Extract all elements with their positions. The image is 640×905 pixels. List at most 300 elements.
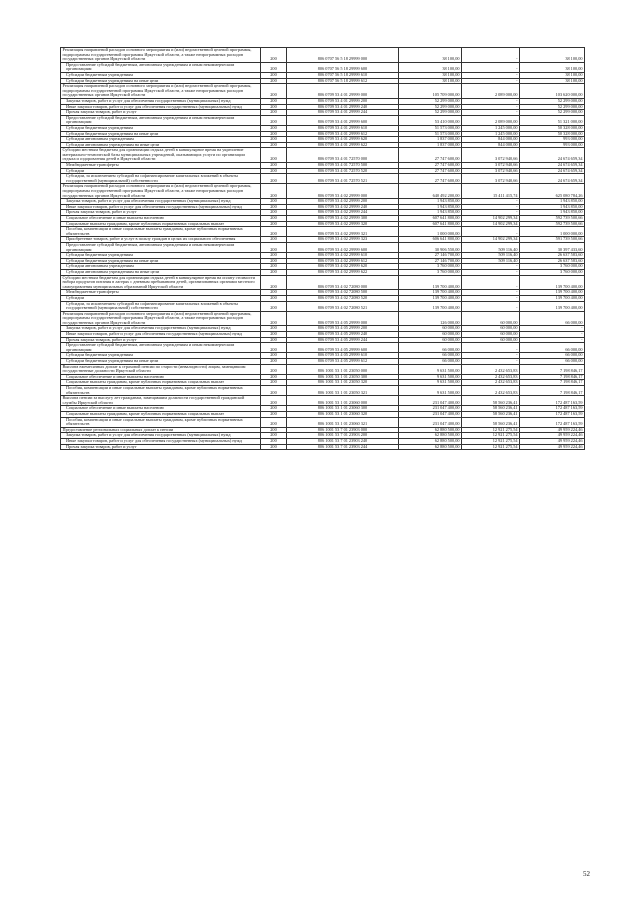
row-remaining-amount: 24 674 659,34: [520, 174, 585, 184]
row-budget-code: 806 1001 53 1 01 23050 321: [287, 386, 399, 396]
row-executed-amount: -: [462, 199, 520, 205]
row-line-code: 200: [261, 295, 287, 301]
row-remaining-amount: 103 620 000,00: [520, 84, 585, 99]
row-line-code: 200: [261, 78, 287, 84]
row-remaining-amount: 38 100,00: [520, 62, 585, 72]
row-name: Субсидии: [61, 168, 261, 174]
row-budget-code: 806 0709 53 4 02 72080 500: [287, 290, 399, 296]
row-executed-amount: 509 116,40: [462, 242, 520, 252]
row-budget-code: 806 1001 53 7 01 23903 000: [287, 427, 399, 433]
row-line-code: 200: [261, 221, 287, 227]
row-remaining-amount: 172 487 163,59: [520, 406, 585, 412]
row-approved-amount: 3 760 000,00: [399, 264, 462, 270]
row-line-code: 200: [261, 326, 287, 332]
row-executed-amount: -: [462, 62, 520, 72]
table-row: [61, 115, 585, 125]
row-approved-amount: 1 943 850,00: [399, 199, 462, 205]
table-row: [61, 148, 585, 163]
row-line-code: 200: [261, 98, 287, 104]
row-executed-amount: 12 921 275,54: [462, 444, 520, 450]
row-remaining-amount: 38 100,00: [520, 48, 585, 63]
row-line-code: 200: [261, 148, 287, 163]
row-remaining-amount: 51 321 000,00: [520, 115, 585, 125]
row-line-code: 200: [261, 62, 287, 72]
row-remaining-amount: 591 739 500,66: [520, 237, 585, 243]
row-approved-amount: 62 880 500,00: [399, 444, 462, 450]
row-approved-amount: 1 943 850,00: [399, 204, 462, 210]
row-name: Субсидии бюджетным учреждениям: [61, 253, 261, 259]
row-remaining-amount: 172 487 163,59: [520, 396, 585, 406]
row-executed-amount: 509 116,40: [462, 258, 520, 264]
row-name: Субсидии автономным учреждениям на иные цели: [61, 269, 261, 275]
row-approved-amount: 607 641 800,00: [399, 221, 462, 227]
row-approved-amount: 62 880 500,00: [399, 433, 462, 439]
row-line-code: 200: [261, 258, 287, 264]
row-name: Предоставление региональных социальных доплат к пенсии: [61, 427, 261, 433]
table-row: [61, 427, 585, 433]
row-name: Субсидии автономным учреждениям: [61, 137, 261, 143]
row-remaining-amount: 7 198 846,17: [520, 374, 585, 380]
table-row: [61, 438, 585, 444]
row-approved-amount: 66 000,00: [399, 343, 462, 353]
row-line-code: 200: [261, 337, 287, 343]
row-line-code: 200: [261, 104, 287, 110]
row-line-code: 200: [261, 163, 287, 169]
row-line-code: 200: [261, 301, 287, 311]
row-name: Приобретение товаров, работ и услуг в пользу граждан в целях их социального обеспечения: [61, 237, 261, 243]
row-line-code: 200: [261, 110, 287, 116]
row-executed-amount: 3 072 940,66: [462, 174, 520, 184]
row-approved-amount: 139 700 400,00: [399, 301, 462, 311]
row-budget-code: 806 1001 53 1 01 23060 320: [287, 411, 399, 417]
row-budget-code: 806 0707 56 5 18 29999 000: [287, 48, 399, 63]
table-row: [61, 142, 585, 148]
table-row: [61, 227, 585, 237]
table-row: [61, 444, 585, 450]
row-line-code: 200: [261, 84, 287, 99]
budget-execution-table: [60, 47, 585, 450]
row-name: Субсидии бюджетным учреждениям на иные цели: [61, 131, 261, 137]
row-budget-code: 806 0709 53 4 01 29999 000: [287, 84, 399, 99]
row-approved-amount: 607 641 800,00: [399, 216, 462, 222]
row-name: Реализация направлений расходов основного мероприятия и (или) ведомственной целевой программы, подпрограммы государственной программы Иркутской области, а также непрограммных расходов государственных органов Иркутской области: [61, 311, 261, 326]
row-approved-amount: 60 000,00: [399, 326, 462, 332]
row-remaining-amount: 49 959 224,46: [520, 438, 585, 444]
row-budget-code: 806 0709 53 4 05 29999 610: [287, 353, 399, 359]
row-approved-amount: 640 492 200,00: [399, 184, 462, 199]
row-name: Субсидии бюджетным учреждениям на иные цели: [61, 258, 261, 264]
row-approved-amount: 1 837 000,00: [399, 137, 462, 143]
row-line-code: 200: [261, 125, 287, 131]
row-approved-amount: 66 000,00: [399, 353, 462, 359]
row-approved-amount: 27 747 600,00: [399, 163, 462, 169]
row-budget-code: 806 0709 53 4 02 29999 610: [287, 253, 399, 259]
row-name: Предоставление субсидий бюджетным, автономным учреждениям и иным некоммерческим организациям: [61, 115, 261, 125]
table-row: [61, 221, 585, 227]
row-approved-amount: 52 299 000,00: [399, 98, 462, 104]
row-executed-amount: 844 000,00: [462, 142, 520, 148]
row-remaining-amount: 3 760 000,00: [520, 269, 585, 275]
row-name: Субсидии бюджетным учреждениям: [61, 125, 261, 131]
row-budget-code: 806 0709 53 4 02 29999 600: [287, 242, 399, 252]
row-executed-amount: 14 902 299,34: [462, 221, 520, 227]
row-name: Социальные выплаты гражданам, кроме публичных нормативных социальных выплат: [61, 380, 261, 386]
row-line-code: 200: [261, 237, 287, 243]
row-executed-amount: -: [462, 204, 520, 210]
row-budget-code: 806 0709 53 4 02 29999 000: [287, 184, 399, 199]
row-executed-amount: -: [462, 110, 520, 116]
row-executed-amount: -: [462, 48, 520, 63]
row-name: Иные закупки товаров, работ и услуг для обеспечения государственных (муниципальных) нужд: [61, 332, 261, 338]
row-name: Предоставление субсидий бюджетным, автономным учреждениям и иным некоммерческим организациям: [61, 242, 261, 252]
row-remaining-amount: 66 000,00: [520, 311, 585, 326]
row-approved-amount: 3 760 000,00: [399, 269, 462, 275]
row-name: Субсидии местным бюджетам для организации отдыха детей в каникулярное время на оплату стоимости набора продуктов питания в лагерях с дневным пребыванием детей, организованных органами местного самоуправления муниципальных образований Иркутской области: [61, 275, 261, 290]
row-name: Предоставление субсидий бюджетным, автономным учреждениям и иным некоммерческим организациям: [61, 62, 261, 72]
row-name: Субсидии, за исключением субсидий на софинансирование капитальных вложений в объекты государственной (муниципальной) собственности: [61, 174, 261, 184]
row-approved-amount: 139 700 400,00: [399, 275, 462, 290]
row-approved-amount: 62 880 500,00: [399, 427, 462, 433]
table-row: [61, 311, 585, 326]
row-executed-amount: -: [462, 264, 520, 270]
table-row: [61, 62, 585, 72]
row-line-code: 200: [261, 427, 287, 433]
row-approved-amount: 1 943 850,00: [399, 210, 462, 216]
row-remaining-amount: 38 100,00: [520, 72, 585, 78]
row-budget-code: 806 0709 53 4 02 29999 321: [287, 227, 399, 237]
row-executed-amount: 60 000,00: [462, 332, 520, 338]
row-executed-amount: 58 560 236,41: [462, 411, 520, 417]
row-name: Выплата пенсии за выслугу лет гражданам, замещавшим должности государственной гражданской службы Иркутской области: [61, 396, 261, 406]
row-remaining-amount: 52 299 000,00: [520, 104, 585, 110]
row-name: Иные закупки товаров, работ и услуг для обеспечения государственных (муниципальных) нужд: [61, 204, 261, 210]
row-budget-code: 806 0709 53 4 02 29999 320: [287, 221, 399, 227]
row-remaining-amount: -: [520, 332, 585, 338]
row-budget-code: 806 0709 53 4 01 29999 200: [287, 98, 399, 104]
row-line-code: 200: [261, 433, 287, 439]
table-row: [61, 131, 585, 137]
table-row: [61, 380, 585, 386]
row-name: Социальное обеспечение и иные выплаты населению: [61, 374, 261, 380]
row-name: Предоставление субсидий бюджетным, автономным учреждениям и иным некоммерческим организациям: [61, 343, 261, 353]
row-approved-amount: 606 641 800,00: [399, 237, 462, 243]
row-name: Закупка товаров, работ и услуг для обеспечения государственных (муниципальных) нужд: [61, 433, 261, 439]
row-remaining-amount: 1 943 850,00: [520, 210, 585, 216]
row-remaining-amount: 625 080 784,26: [520, 184, 585, 199]
row-line-code: 200: [261, 72, 287, 78]
row-executed-amount: 2 432 653,83: [462, 380, 520, 386]
row-budget-code: 806 0709 53 4 02 29999 612: [287, 258, 399, 264]
row-name: Социальные выплаты гражданам, кроме публичных нормативных социальных выплат: [61, 411, 261, 417]
row-approved-amount: 231 047 400,00: [399, 417, 462, 427]
row-remaining-amount: 49 959 224,46: [520, 444, 585, 450]
row-executed-amount: 3 072 940,66: [462, 168, 520, 174]
row-approved-amount: 139 700 400,00: [399, 290, 462, 296]
row-remaining-amount: 38 100,00: [520, 78, 585, 84]
row-line-code: 200: [261, 343, 287, 353]
row-line-code: 200: [261, 275, 287, 290]
row-executed-amount: 58 560 236,41: [462, 396, 520, 406]
row-approved-amount: 105 709 000,00: [399, 84, 462, 99]
row-line-code: 200: [261, 353, 287, 359]
table-row: [61, 275, 585, 290]
row-executed-amount: 60 000,00: [462, 337, 520, 343]
row-remaining-amount: 1 000 000,00: [520, 227, 585, 237]
row-name: Социальные выплаты гражданам, кроме публичных нормативных социальных выплат: [61, 221, 261, 227]
row-budget-code: 806 0709 53 4 01 72570 500: [287, 163, 399, 169]
row-budget-code: 806 0707 56 5 18 29999 600: [287, 62, 399, 72]
row-budget-code: 806 0709 53 4 05 29999 200: [287, 326, 399, 332]
row-line-code: 200: [261, 417, 287, 427]
row-remaining-amount: 1 943 850,00: [520, 204, 585, 210]
row-line-code: 200: [261, 411, 287, 417]
row-executed-amount: -: [462, 353, 520, 359]
table-row: [61, 84, 585, 99]
row-approved-amount: 38 100,00: [399, 78, 462, 84]
row-approved-amount: 231 047 400,00: [399, 411, 462, 417]
row-executed-amount: -: [462, 210, 520, 216]
row-executed-amount: -: [462, 295, 520, 301]
row-approved-amount: 9 631 500,00: [399, 374, 462, 380]
row-executed-amount: -: [462, 275, 520, 290]
row-name: Пособия, компенсации и иные социальные выплаты гражданам, кроме публичных нормативных обязательств: [61, 386, 261, 396]
row-budget-code: 806 0709 53 4 01 29999 610: [287, 125, 399, 131]
row-name: Субсидии автономным учреждениям на иные цели: [61, 142, 261, 148]
row-executed-amount: 1 245 000,00: [462, 131, 520, 137]
table-body: [61, 48, 585, 450]
row-executed-amount: 2 432 653,83: [462, 364, 520, 374]
row-line-code: 200: [261, 210, 287, 216]
row-name: Прочая закупка товаров, работ и услуг: [61, 337, 261, 343]
row-approved-amount: 27 747 600,00: [399, 168, 462, 174]
row-name: Субсидии бюджетным учреждениям на иные цели: [61, 78, 261, 84]
row-executed-amount: -: [462, 359, 520, 365]
row-approved-amount: 1 837 000,00: [399, 142, 462, 148]
row-approved-amount: 38 100,00: [399, 48, 462, 63]
row-remaining-amount: 24 674 659,34: [520, 168, 585, 174]
row-remaining-amount: 172 487 163,59: [520, 411, 585, 417]
row-approved-amount: 27 747 600,00: [399, 174, 462, 184]
row-budget-code: 806 0709 53 4 01 29999 612: [287, 131, 399, 137]
row-name: Закупка товаров, работ и услуг для обеспечения государственных (муниципальных) нужд: [61, 199, 261, 205]
row-executed-amount: -: [462, 104, 520, 110]
row-budget-code: 806 0709 53 4 01 29999 622: [287, 142, 399, 148]
row-executed-amount: 2 089 000,00: [462, 84, 520, 99]
row-line-code: 200: [261, 115, 287, 125]
row-approved-amount: 51 573 000,00: [399, 131, 462, 137]
page-number: 52: [583, 870, 590, 878]
row-approved-amount: 126 000,00: [399, 311, 462, 326]
row-name: Субсидии: [61, 295, 261, 301]
row-executed-amount: -: [462, 78, 520, 84]
row-name: Реализация направлений расходов основного мероприятия и (или) ведомственной целевой программы, подпрограммы государственной программы Иркутской области, а также непрограммных расходов государственных органов Иркутской области: [61, 184, 261, 199]
row-approved-amount: 53 410 000,00: [399, 115, 462, 125]
row-approved-amount: 60 000,00: [399, 337, 462, 343]
table-row: [61, 411, 585, 417]
row-executed-amount: -: [462, 301, 520, 311]
row-budget-code: 806 0709 53 4 05 29999 244: [287, 337, 399, 343]
row-budget-code: 806 0709 53 4 02 29999 300: [287, 216, 399, 222]
table-row: [61, 258, 585, 264]
budget-table-page: [60, 47, 584, 450]
row-remaining-amount: -: [520, 326, 585, 332]
row-budget-code: 806 0709 53 4 02 72080 520: [287, 295, 399, 301]
row-executed-amount: -: [462, 227, 520, 237]
row-executed-amount: 14 902 299,34: [462, 216, 520, 222]
row-approved-amount: 9 631 500,00: [399, 380, 462, 386]
row-executed-amount: 3 072 940,66: [462, 163, 520, 169]
row-line-code: 200: [261, 216, 287, 222]
row-executed-amount: 1 245 000,00: [462, 125, 520, 131]
row-name: Межбюджетные трансферты: [61, 163, 261, 169]
row-budget-code: 806 0709 53 4 05 29999 600: [287, 343, 399, 353]
row-name: Субсидии бюджетным учреждениям: [61, 353, 261, 359]
row-line-code: 200: [261, 444, 287, 450]
table-row: [61, 174, 585, 184]
table-row: [61, 48, 585, 63]
row-name: Иные закупки товаров, работ и услуг для обеспечения государственных (муниципальных) нужд: [61, 438, 261, 444]
row-name: Реализация направлений расходов основного мероприятия и (или) ведомственной целевой программы, подпрограммы государственной программы Иркутской области, а также непрограммных расходов государственных органов Иркутской области: [61, 48, 261, 63]
row-line-code: 200: [261, 199, 287, 205]
row-name: Выплата ежемесячных доплат к страховой пенсии по старости (инвалидности) лицам, замещавшим государственные должности Иркутской области: [61, 364, 261, 374]
row-remaining-amount: 66 000,00: [520, 343, 585, 353]
row-budget-code: 806 0709 53 4 02 29999 323: [287, 237, 399, 243]
table-row: [61, 343, 585, 353]
table-row: [61, 216, 585, 222]
row-budget-code: 806 1001 53 1 01 23050 320: [287, 380, 399, 386]
row-budget-code: 806 0709 53 4 01 29999 620: [287, 137, 399, 143]
row-remaining-amount: 24 674 659,34: [520, 163, 585, 169]
row-name: Пособия, компенсации и иные социальные выплаты гражданам, кроме публичных нормативных обязательств: [61, 417, 261, 427]
row-name: Прочая закупка товаров, работ и услуг: [61, 444, 261, 450]
row-executed-amount: 60 000,00: [462, 311, 520, 326]
row-budget-code: 806 0709 53 4 01 72570 520: [287, 168, 399, 174]
row-executed-amount: 2 432 653,83: [462, 386, 520, 396]
row-line-code: 200: [261, 269, 287, 275]
row-remaining-amount: 139 700 400,00: [520, 290, 585, 296]
row-line-code: 200: [261, 48, 287, 63]
row-budget-code: 806 0707 56 5 18 29999 612: [287, 78, 399, 84]
table-row: [61, 301, 585, 311]
row-executed-amount: -: [462, 72, 520, 78]
table-row: [61, 433, 585, 439]
row-budget-code: 806 0709 53 4 02 29999 622: [287, 269, 399, 275]
row-line-code: 200: [261, 396, 287, 406]
row-line-code: 200: [261, 290, 287, 296]
row-budget-code: 806 0709 53 4 02 29999 200: [287, 199, 399, 205]
row-executed-amount: 844 000,00: [462, 137, 520, 143]
row-name: Социальное обеспечение и иные выплаты населению: [61, 406, 261, 412]
row-budget-code: 806 0709 53 4 02 72080 521: [287, 301, 399, 311]
row-executed-amount: 2 432 653,83: [462, 374, 520, 380]
row-remaining-amount: 52 299 000,00: [520, 110, 585, 116]
row-remaining-amount: 30 397 433,60: [520, 242, 585, 252]
table-row: [61, 326, 585, 332]
row-remaining-amount: 50 328 000,00: [520, 131, 585, 137]
row-approved-amount: 27 747 600,00: [399, 148, 462, 163]
row-executed-amount: -: [462, 269, 520, 275]
row-executed-amount: 15 411 415,74: [462, 184, 520, 199]
row-remaining-amount: 7 198 846,17: [520, 380, 585, 386]
row-line-code: 200: [261, 242, 287, 252]
row-line-code: 200: [261, 227, 287, 237]
row-remaining-amount: -: [520, 337, 585, 343]
row-executed-amount: 12 921 275,54: [462, 433, 520, 439]
row-approved-amount: 231 047 400,00: [399, 396, 462, 406]
row-approved-amount: 231 047 400,00: [399, 406, 462, 412]
row-executed-amount: 12 921 275,54: [462, 427, 520, 433]
row-line-code: 200: [261, 332, 287, 338]
table-row: [61, 237, 585, 243]
row-line-code: 200: [261, 406, 287, 412]
row-approved-amount: 1 000 000,00: [399, 227, 462, 237]
row-line-code: 200: [261, 438, 287, 444]
row-remaining-amount: 1 943 850,00: [520, 199, 585, 205]
row-name: Субсидии, за исключением субсидий на софинансирование капитальных вложений в объекты государственной (муниципальной) собственности: [61, 301, 261, 311]
row-budget-code: 806 0709 53 4 01 29999 240: [287, 104, 399, 110]
row-name: Субсидии автономным учреждениям: [61, 264, 261, 270]
row-remaining-amount: 66 000,00: [520, 353, 585, 359]
row-budget-code: 806 0709 53 4 02 72080 000: [287, 275, 399, 290]
row-line-code: 200: [261, 184, 287, 199]
row-name: Субсидии бюджетным учреждениям на иные цели: [61, 359, 261, 365]
row-approved-amount: 52 299 000,00: [399, 110, 462, 116]
row-budget-code: 806 1001 53 7 01 23903 240: [287, 438, 399, 444]
row-budget-code: 806 0709 53 4 05 29999 000: [287, 311, 399, 326]
row-approved-amount: 38 100,00: [399, 72, 462, 78]
row-executed-amount: 3 072 940,66: [462, 148, 520, 163]
row-line-code: 200: [261, 364, 287, 374]
row-name: Прочая закупка товаров, работ и услуг: [61, 110, 261, 116]
table-row: [61, 386, 585, 396]
row-approved-amount: 30 906 550,00: [399, 242, 462, 252]
row-line-code: 200: [261, 174, 287, 184]
row-executed-amount: -: [462, 290, 520, 296]
row-budget-code: 806 1001 53 1 01 23050 300: [287, 374, 399, 380]
row-remaining-amount: 3 760 000,00: [520, 264, 585, 270]
row-line-code: 200: [261, 137, 287, 143]
row-remaining-amount: 7 198 846,17: [520, 386, 585, 396]
row-approved-amount: 9 631 500,00: [399, 386, 462, 396]
row-executed-amount: 509 116,40: [462, 253, 520, 259]
row-name: Закупка товаров, работ и услуг для обеспечения государственных (муниципальных) нужд: [61, 326, 261, 332]
row-line-code: 200: [261, 204, 287, 210]
row-budget-code: 806 0709 53 4 01 29999 600: [287, 115, 399, 125]
row-approved-amount: 139 700 400,00: [399, 295, 462, 301]
row-executed-amount: -: [462, 98, 520, 104]
row-approved-amount: 27 146 700,00: [399, 258, 462, 264]
row-remaining-amount: 172 487 163,59: [520, 417, 585, 427]
row-budget-code: 806 1001 53 1 01 23050 000: [287, 364, 399, 374]
row-name: Реализация направлений расходов основного мероприятия и (или) ведомственной целевой программы, подпрограммы государственной программы Иркутской области, а также непрограммных расходов государственных органов Иркутской области: [61, 84, 261, 99]
row-remaining-amount: 139 700 400,00: [520, 295, 585, 301]
row-executed-amount: -: [462, 343, 520, 353]
row-line-code: 200: [261, 131, 287, 137]
row-approved-amount: 62 880 500,00: [399, 438, 462, 444]
row-budget-code: 806 1001 53 7 01 23903 200: [287, 433, 399, 439]
row-line-code: 200: [261, 374, 287, 380]
row-budget-code: 806 0709 53 4 01 29999 244: [287, 110, 399, 116]
row-budget-code: 806 1001 53 1 01 23060 000: [287, 396, 399, 406]
row-executed-amount: 12 921 275,54: [462, 438, 520, 444]
row-name: Пособия, компенсации и иные социальные выплаты гражданам, кроме публичных нормативных обязательств: [61, 227, 261, 237]
row-line-code: 200: [261, 264, 287, 270]
row-remaining-amount: 66 000,00: [520, 359, 585, 365]
row-budget-code: 806 1001 53 1 01 23060 300: [287, 406, 399, 412]
row-executed-amount: 60 000,00: [462, 326, 520, 332]
row-line-code: 200: [261, 168, 287, 174]
table-row: [61, 406, 585, 412]
